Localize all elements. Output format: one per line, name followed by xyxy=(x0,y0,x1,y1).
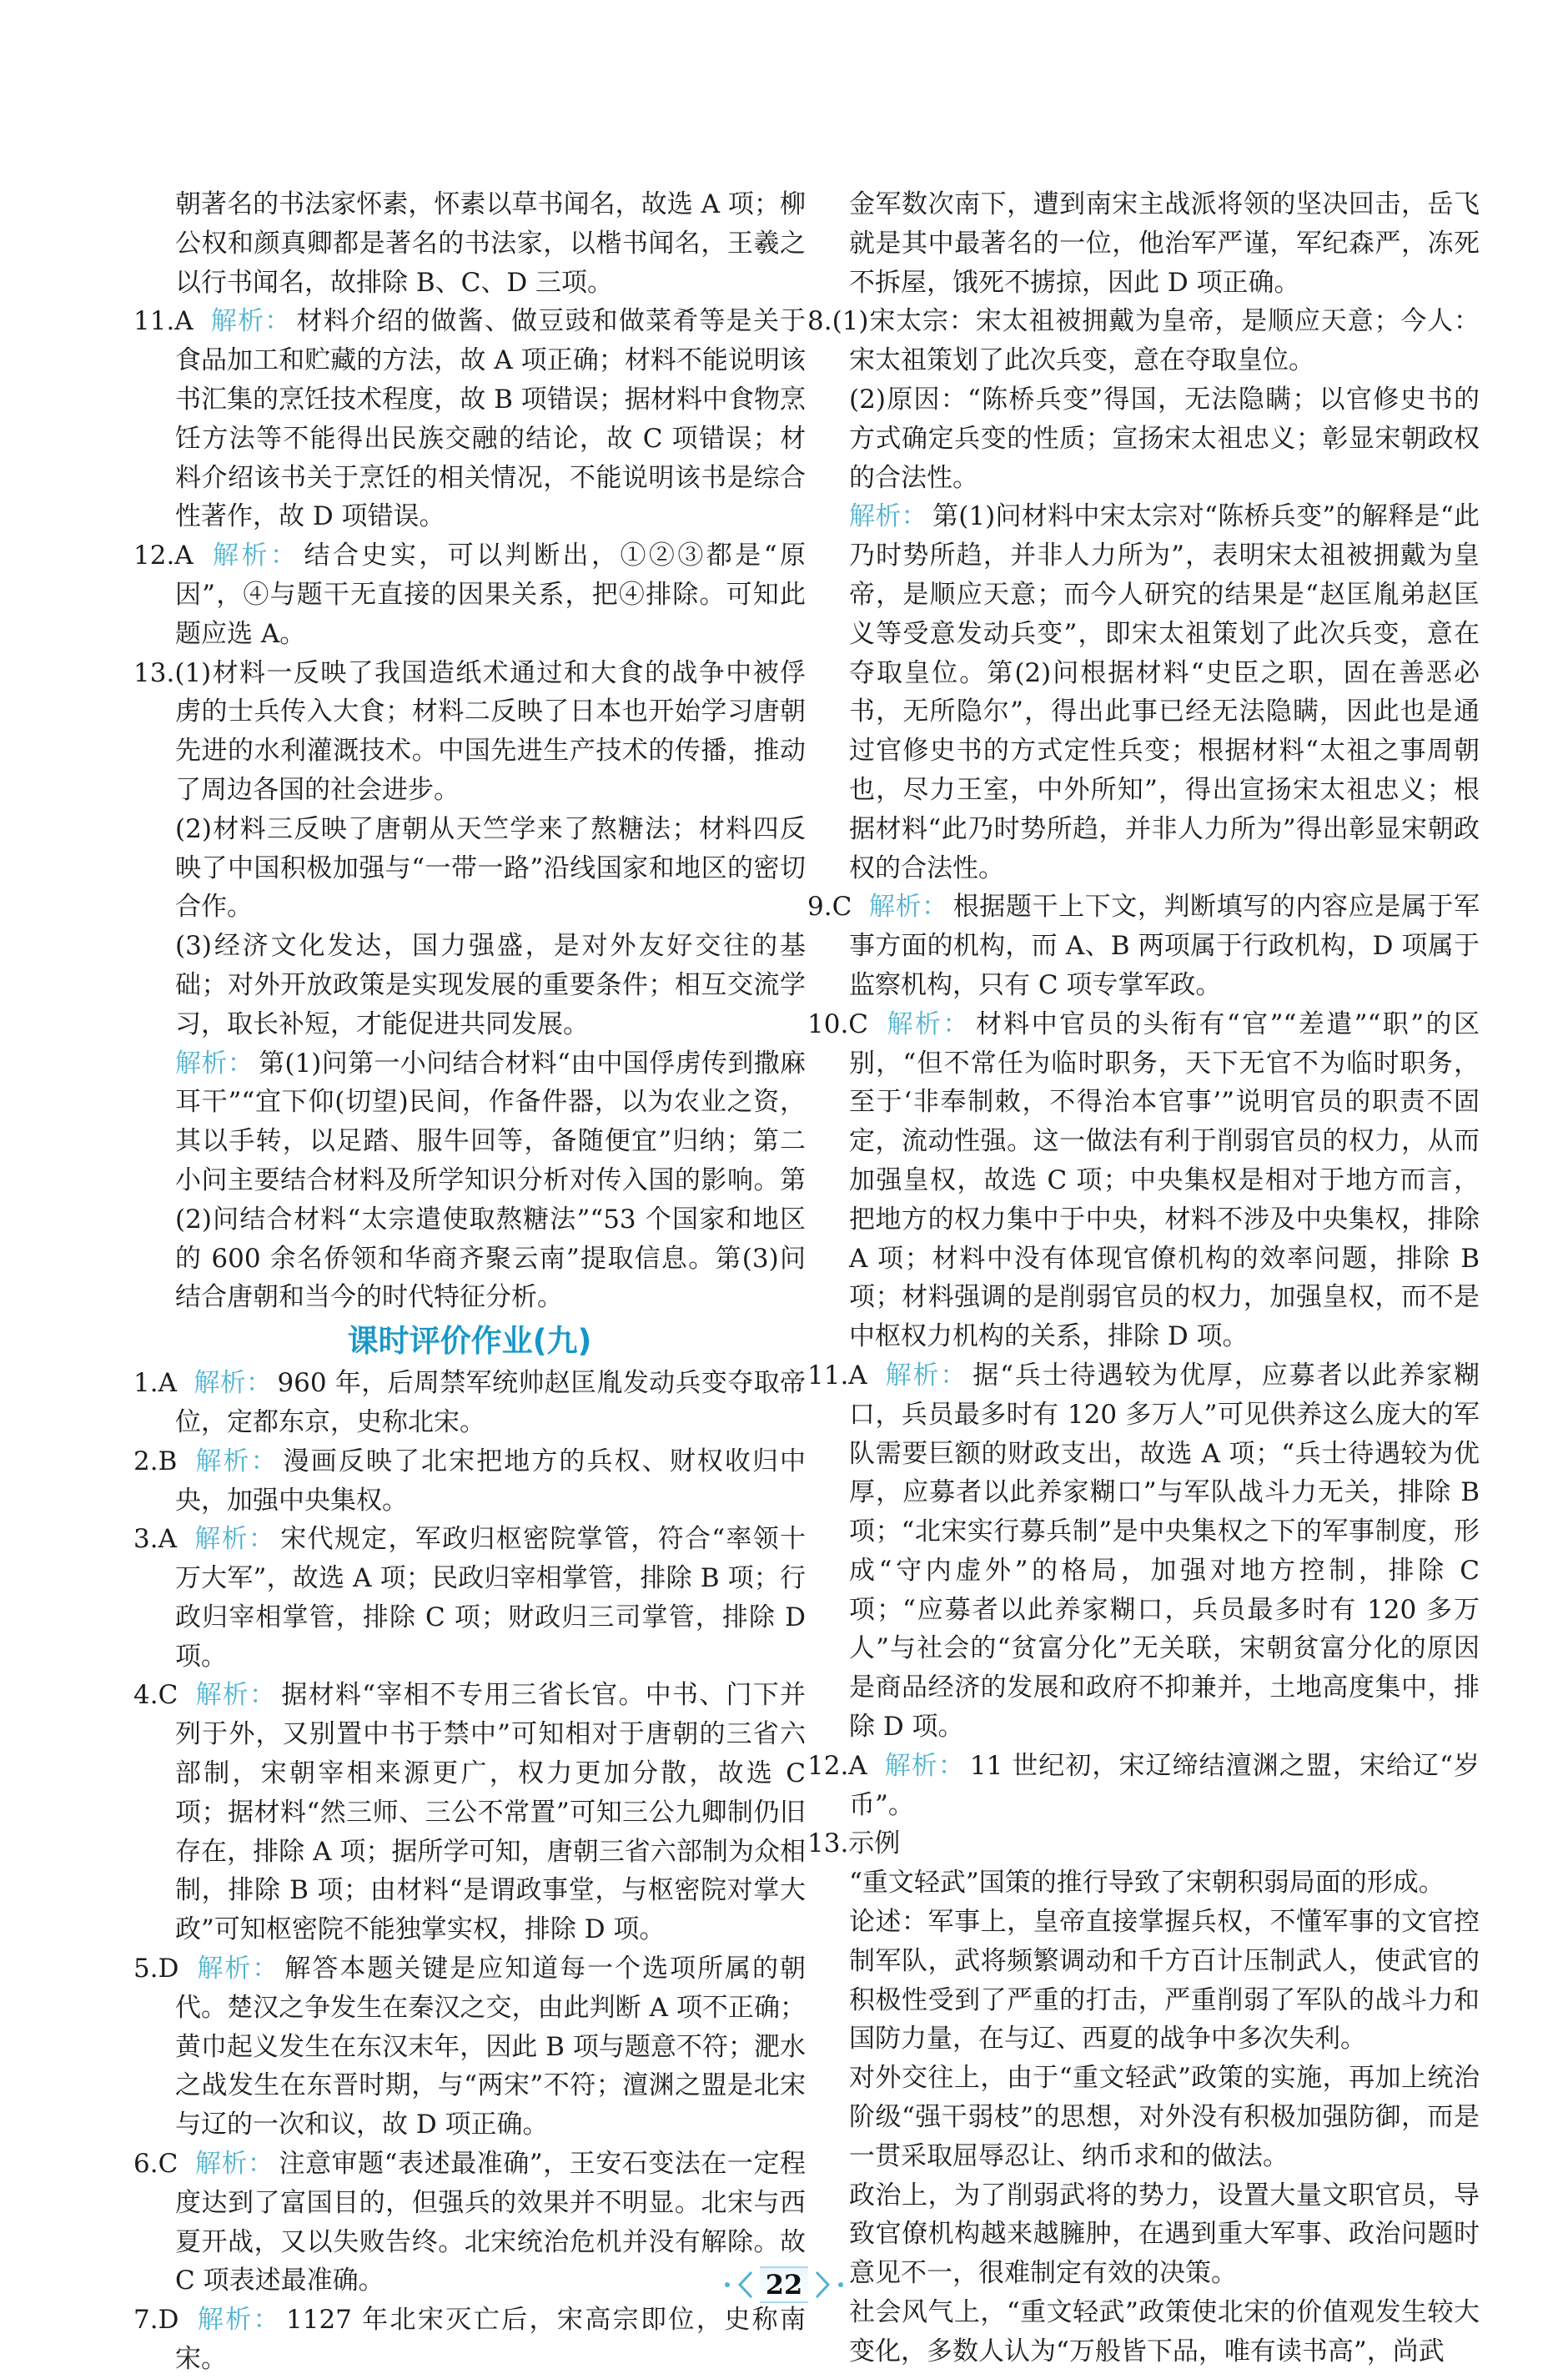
answer-13-part-3: (3)经济文化发达，国力强盛，是对外友好交往的基础；对外开放政策是实现发展的重要条件；相互交流学习，取长补短，才能促进共同发展。 xyxy=(175,931,806,1039)
answer-number: 13. xyxy=(133,657,175,688)
answer-text: 11 世纪初，宋辽缔结澶渊之盟，宋给辽“岁币”。 xyxy=(849,1750,1480,1820)
answer-13-analysis xyxy=(133,1044,806,1318)
answer-13-politics: 政治上，为了削弱武将的势力，设置大量文职官员，导致官僚机构越来越臃肿，在遇到重大军事、政治问题时意见不一，很难制定有效的决策。 xyxy=(849,2180,1480,2289)
continuation-paragraph: 金军数次南下，遭到南宋主战派将领的坚决回击，岳飞就是其中最著名的一位，他治军严谨，军纪森严，冻死不拆屋，饿死不掳掠，因此 D 项正确。 xyxy=(849,189,1480,298)
answer-number: 11.A xyxy=(133,306,193,337)
page-number-badge xyxy=(725,2266,843,2303)
answer-text: 解答本题关键是应知道每一个选项所属的朝代。楚汉之争发生在秦汉之交，由此判断 A 项不正确；黄巾起义发生在东汉末年，因此 B 项与题意不符；淝水之战发生在东晋时期，与“两宋”不符；澶渊之盟是北宋与辽的一次和议，故 D 项正确。 xyxy=(175,1954,806,2140)
answer-text: 据“兵士待遇较为优厚，应募者以此养家糊口，兵员最多时有 120 多万人”可见供养这么庞大的军队需要巨额的财政支出，故选 A 项；“兵士待遇较为优厚，应募者以此养家糊口”与军队战斗力无关，排除 B 项；“北宋实行募兵制”是中央集权之下的军事制度，形成“守内虚外”的格局，加强对地方控制，排除 C 项；“应募者以此养家糊口，兵员最多时有 120 多万人”与社会的“贫富分化”无关联，宋朝贫富分化的原因是商品经济的发展和政府不抑兼并，土地高度集中，排除 D 项。 xyxy=(849,1360,1480,1743)
section-title: 课时评价作业(九) xyxy=(347,1323,592,1360)
analysis-label: 解析： xyxy=(194,2149,274,2180)
right-column xyxy=(807,185,1480,2371)
answer-8-analysis xyxy=(807,497,1480,888)
answer-text: (1)材料一反映了我国造纸术通过和大食的战争中被俘虏的士兵传入大食；材料二反映了日本也开始学习唐朝先进的水利灌溉技术。中国先进生产技术的传播，推动了周边各国的社会进步。 xyxy=(174,657,806,805)
analysis-label: 解析： xyxy=(209,541,299,571)
analysis-text: 第(1)问第一小问结合材料“由中国俘虏传到撒麻耳干”“宜下仰(切望)民间，作备件器，以为农业之资，其以手转，以足踏、服牛回等，备随便宜”归纳；第二小问主要结合材料及所学知识分析对传入国的影响。第(2)问结合材料“太宗遣使取熬糖法”“53 个国家和地区的 600 余名侨领和华商齐聚云南”提取信息。第(3)问结合唐朝和当今的时代特征分析。 xyxy=(175,1048,806,1313)
page-footer xyxy=(0,2264,1568,2306)
answer-9 xyxy=(807,888,1480,1004)
answer-10 xyxy=(807,1005,1480,1356)
answer-number: 8. xyxy=(807,306,832,337)
answer-number: 4.C xyxy=(133,1680,178,1711)
answer-11 xyxy=(133,302,806,536)
answer-number: 1.A xyxy=(133,1368,177,1399)
answer-text: 1127 年北宋灭亡后，宋高宗即位，史称南宋。 xyxy=(175,2305,806,2375)
answer-number: 3.A xyxy=(133,1524,177,1555)
continuation-paragraph: 朝著名的书法家怀素，怀素以草书闻名，故选 A 项；柳公权和颜真卿都是著名的书法家，以楷书闻名，王羲之以行书闻名，故排除 B、C、D 三项。 xyxy=(175,189,806,298)
dot-left-icon xyxy=(725,2282,730,2287)
analysis-label: 解析： xyxy=(209,306,292,337)
analysis-label: 解析： xyxy=(195,2305,281,2336)
answer-number: 7.D xyxy=(133,2305,179,2336)
analysis-label: 解析： xyxy=(193,1524,276,1555)
answer-13-society: 社会风气上，“重文轻武”政策使北宋的价值观发生较大变化，多数人认为“万般皆下品，唯有读书高”，尚武 xyxy=(849,2297,1480,2366)
analysis-label: 解析： xyxy=(195,1954,280,1984)
answer-s5 xyxy=(133,1949,806,2145)
answer-number: 5.D xyxy=(133,1954,179,1984)
answer-13-thesis: “重文轻武”国策的推行导致了宋朝积弱局面的形成。 xyxy=(849,1868,1445,1899)
answer-13-part-2: (2)材料三反映了唐朝从天竺学来了熬糖法；材料四反映了中国积极加强与“一带一路”沿线国家和地区的密切合作。 xyxy=(175,813,806,923)
analysis-label: 解析： xyxy=(193,1446,279,1476)
chevron-right-icon xyxy=(815,2271,832,2299)
analysis-label: 解析： xyxy=(868,892,948,923)
analysis-text: 第(1)问材料中宋太宗对“陈桥兵变”的解释是“此乃时势所趋，并非人力所为”，表明宋太祖被拥戴为皇帝，是顺应天意；而今人研究的结果是“赵匡胤弟赵匡义等受意发动兵变”，即宋太祖策划了此次兵变，意在夺取皇位。第(2)问根据材料“史臣之职，固在善恶必书，无所隐尔”，得出此事已经无法隐瞒，因此也是通过官修史书的方式定性兵变；根据材料“太祖之事周朝也，尽力王室，中外所知”，得出宣扬宋太祖忠义；根据材料“此乃时势所趋，并非人力所为”得出彰显宋朝政权的合法性。 xyxy=(849,501,1480,883)
answer-8 xyxy=(807,302,1480,380)
answer-13-military: 论述：军事上，皇帝直接掌握兵权，不懂军事的文官控制军队，武将频繁调动和千方百计压制武人，使武官的积极性受到了严重的打击，严重削弱了军队的战斗力和国防力量，在与辽、西夏的战争中多次失利。 xyxy=(849,1907,1480,2055)
analysis-label: 解析： xyxy=(883,1360,968,1391)
left-column xyxy=(133,185,806,2379)
answer-text: 材料介绍的做酱、做豆豉和做菜肴等是关于食品加工和贮藏的方法，故 A 项正确；材料不能说明该书汇集的烹饪技术程度，故 B 项错误；据材料中食物烹饪方法等不能得出民族交融的结论，故 C 项错误；材料介绍该书关于烹饪的相关情况，不能说明该书是综合性著作，故 D 项错误。 xyxy=(175,306,807,532)
answer-text: 960 年，后周禁军统帅赵匡胤发动兵变夺取帝位，定都东京，史称北宋。 xyxy=(175,1368,807,1437)
answer-number: 10.C xyxy=(807,1008,869,1039)
answer-number: 2.B xyxy=(133,1446,178,1476)
answer-text: 据材料“宰相不专用三省长官。中书、门下并列于外，又别置中书于禁中”可知相对于唐朝的三省六部制，宋朝宰相来源更广，权力更加分散，故选 C 项；据材料“然三师、三公不常置”可知三公九卿制仍旧存在，排除 A 项；据所学可知，唐朝三省六部制为众相制，排除 B 项；由材料“是谓政事堂，与枢密院对掌大政”可知枢密院不能独掌实权，排除 D 项。 xyxy=(175,1680,807,1945)
answer-8-part-2: (2)原因：“陈桥兵变”得国，无法隐瞒；以官修史书的方式确定兵变的性质；宣扬宋太祖忠义；彰显宋朝政权的合法性。 xyxy=(849,384,1480,493)
answer-s1 xyxy=(133,1364,806,1442)
analysis-label: 解析： xyxy=(193,1368,273,1399)
answer-text: 根据题干上下文，判断填写的内容应是属于军事方面的机构，而 A、B 两项属于行政机构，D 项属于监察机构，只有 C 项专掌军政。 xyxy=(849,892,1480,1000)
answer-text: 注意审题“表述最准确”，王安石变法在一定程度达到了富国目的，但强兵的效果并不明显。北宋与西夏开战，又以失败告终。北宋统治危机并没有解除。故 C 项表述最准确。 xyxy=(175,2149,806,2296)
answer-11 xyxy=(807,1356,1480,1747)
answer-13-heading: 13.示例 xyxy=(807,1828,901,1859)
chevron-left-icon xyxy=(736,2271,753,2299)
answer-number: 12.A xyxy=(133,541,193,571)
analysis-label: 解析： xyxy=(175,1048,254,1079)
answer-text: 宋代规定，军政归枢密院掌管，符合“率领十万大军”，故选 A 项；民政归宰相掌管，排除 B 项；行政归宰相掌管，排除 C 项；财政归三司掌管，排除 D 项。 xyxy=(175,1524,806,1672)
answer-12 xyxy=(133,536,806,653)
answer-s4 xyxy=(133,1676,806,1949)
answer-text: 漫画反映了北宋把地方的兵权、财权收归中央，加强中央集权。 xyxy=(175,1446,807,1516)
analysis-label: 解析： xyxy=(849,501,927,532)
answer-text: 材料中官员的头衔有“官”“差遣”“职”的区别，“但不常任为临时职务，天下无官不为临时职务，至于‘非奉制敕，不得治本官事’”说明官员的职责不固定，流动性强。这一做法有利于削弱官员的权力，从而加强皇权，故选 C 项；中央集权是相对于地方而言，把地方的权力集中于中央，材料不涉及中央集权，排除 A 项；材料中没有体现官僚机构的效率问题，排除 B 项；材料强调的是削弱官员的权力，加强皇权，而不是中枢权力机构的关系，排除 D 项。 xyxy=(849,1008,1480,1352)
analysis-label: 解析： xyxy=(194,1680,277,1711)
answer-s3 xyxy=(133,1520,806,1676)
answer-number: 12.A xyxy=(807,1750,867,1781)
answer-text: 结合史实，可以判断出，①②③都是“原因”，④与题干无直接的因果关系，把④排除。可知此题应选 A。 xyxy=(175,541,806,649)
analysis-label: 解析： xyxy=(885,1008,971,1039)
answer-number: 11.A xyxy=(807,1360,867,1391)
analysis-label: 解析： xyxy=(883,1750,965,1781)
page-number: 22 xyxy=(760,2266,808,2303)
answer-s2 xyxy=(133,1442,806,1521)
dot-right-icon xyxy=(838,2282,843,2287)
answer-s7 xyxy=(133,2301,806,2379)
answer-text: (1)宋太宗：宋太祖被拥戴为皇帝，是顺应天意；今人：宋太祖策划了此次兵变，意在夺取皇位。 xyxy=(832,306,1480,376)
answer-13 xyxy=(133,654,806,810)
answer-13-diplomacy: 对外交往上，由于“重文轻武”政策的实施，再加上统治阶级“强干弱枝”的思想，对外没有积极加强防御，而是一贯采取屈辱忍让、纳币求和的做法。 xyxy=(849,2063,1480,2171)
answer-number: 9.C xyxy=(807,892,852,923)
answer-12 xyxy=(807,1747,1480,1825)
answer-number: 6.C xyxy=(133,2149,178,2180)
